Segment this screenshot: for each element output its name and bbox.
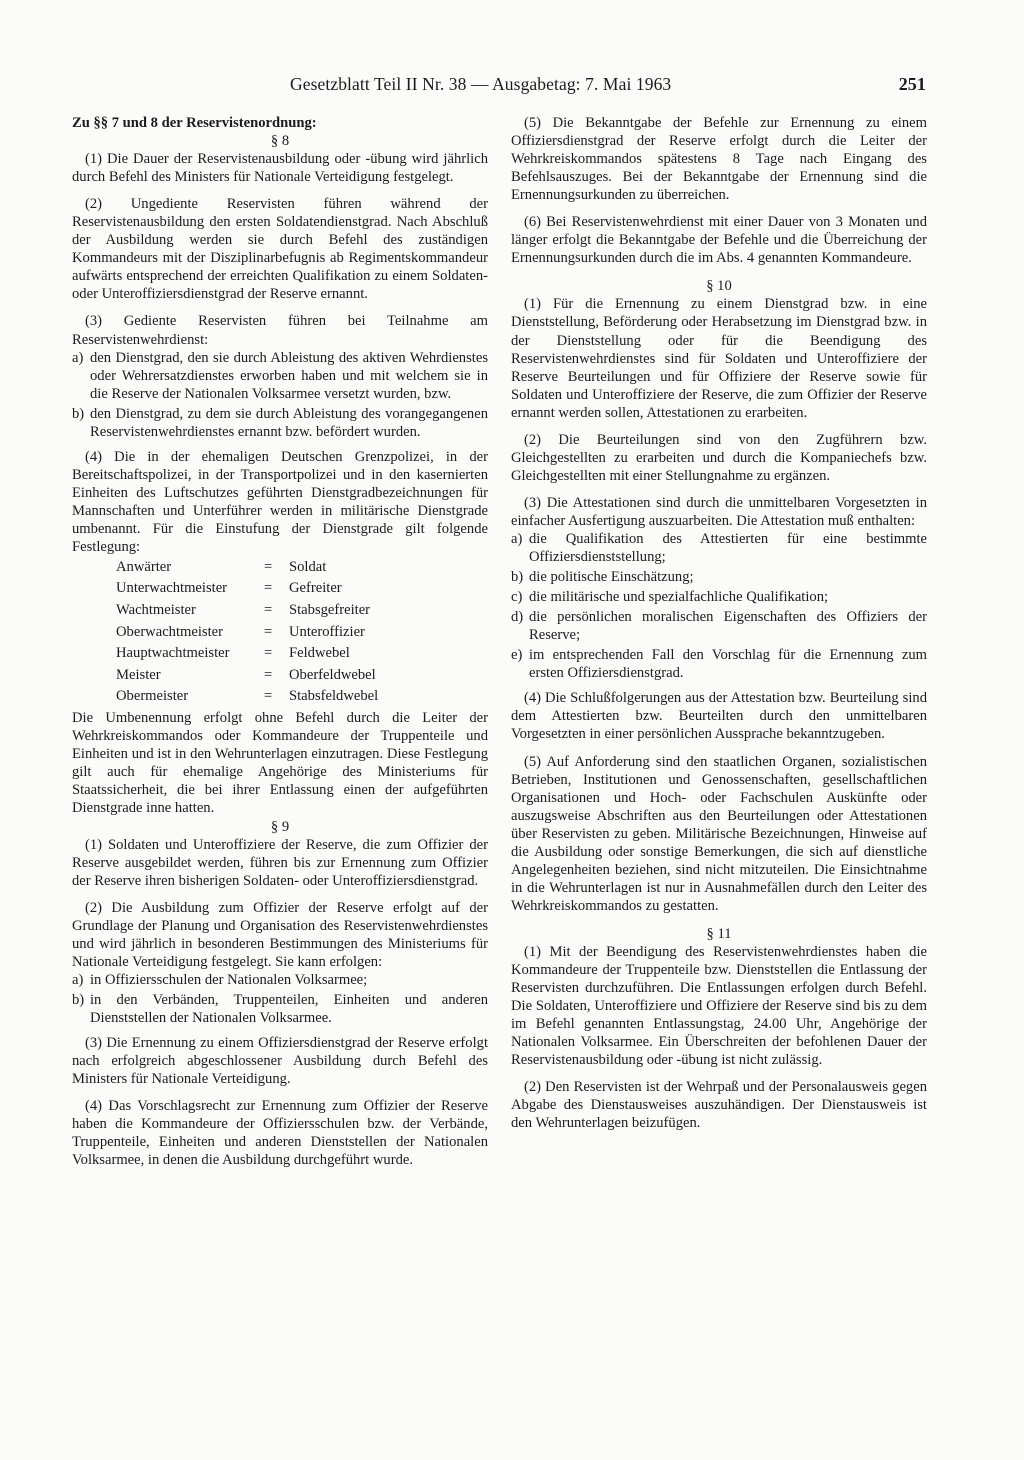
list-marker: b) (72, 991, 85, 1008)
list-item (72, 971, 488, 989)
table-row (116, 578, 378, 600)
new-rank: Oberfeldwebel (289, 666, 376, 683)
old-rank: Oberwachtmeister (116, 623, 223, 640)
table-row (116, 642, 378, 664)
running-title: Gesetzblatt Teil II Nr. 38 — Ausgabetag: 7. Mai 1963 (290, 74, 672, 94)
new-rank: Stabsfeldwebel (289, 688, 379, 705)
section-title-11: § 11 (706, 925, 732, 942)
paragraph: Die Umbenennung erfolgt ohne Befehl durch die Leiter der Wehrkreiskommandos oder Kommandeure der Truppenteile und Einheiten und ist in den Wehrunterlagen einzutragen. Diese Festlegung gilt auch für ehemalige Angehörige des Ministeriums für Staatssicherheit, die bei ihrer Entlassung einen der aufgeführten Dienstgrade inne hatten. (72, 710, 488, 817)
left-column (72, 114, 488, 1178)
new-rank: Gefreiter (289, 580, 342, 597)
list-item-text: die militärische und spezialfachliche Qualifikation; (529, 589, 829, 606)
list-item (511, 646, 927, 682)
old-rank: Obermeister (116, 688, 189, 705)
paragraph: (2) Ungediente Reservisten führen während der Reservistenausbildung den ersten Soldatendienstgrad. Nach Abschluß der Ausbildung werden sie durch Befehl des zuständigen Kommandeurs mit der Disziplinarbefugnis ab Regimentskommandeur aufwärts entsprechend der erreichten Qualifikation zu einem Soldaten- oder Unteroffiziersdienstgrad der Reserve ernannt. (72, 196, 488, 303)
paragraph: (1) Soldaten und Unteroffiziere der Reserve, die zum Offizier der Reserve ausgebildet werden, führen bis zur Ernennung zum Offizier der Reserve ihren bisherigen Soldaten- oder Unteroffiziersdienstgrad. (72, 836, 488, 889)
list-item-text: die persönlichen moralischen Eigenschaften des Offiziers der Reserve; (529, 609, 927, 644)
list-marker: b) (511, 569, 524, 586)
list-item-text: den Dienstgrad, den sie durch Ableistung des aktiven Wehrdienstes oder Wehrersatzdienstes erworben haben und mit welchem sie in die Reserve der Nationalen Volksarmee versetzt wurden, bzw. (90, 349, 488, 402)
paragraph: (3) Die Attestationen sind durch die unmittelbaren Vorgesetzten in einfacher Ausfertigung auszuarbeiten. Die Attestation muß enthalten: (511, 494, 927, 529)
list-item-text: die politische Einschätzung; (529, 569, 694, 586)
equals-sign: = (264, 602, 273, 619)
table-row (116, 621, 378, 643)
new-rank: Unteroffizier (289, 623, 365, 640)
paragraph: (4) Die Schlußfolgerungen aus der Attestation bzw. Beurteilung sind dem Attestierten bzw. Beurteilten durch den unmittelbaren Vorgesetzten in einer persönlichen Aussprache bekanntzugeben. (511, 690, 927, 743)
paragraph: (4) Das Vorschlagsrecht zur Ernennung zum Offizier der Reserve haben die Kommandeure der Offiziersschulen bzw. der Verbände, Truppenteile, Einheiten und anderen Dienststellen der Nationalen Volksarmee, in denen die Ausbildung durchgeführt wurde. (72, 1098, 488, 1169)
list-item-text: den Dienstgrad, zu dem sie durch Ableistung des vorangegangenen Reservistenwehrdienstes ernannt bzw. befördert wurden. (90, 405, 488, 440)
paragraph: (2) Die Beurteilungen sind von den Zugführern bzw. Gleichgestellten zu erarbeiten und durch die Kompaniechefs bzw. Gleichgestellten mit einer Stellungnahme zu ergänzen. (511, 431, 927, 484)
right-column (511, 114, 927, 1141)
list-item (72, 405, 488, 441)
section-title-10: § 10 (706, 278, 732, 295)
paragraph: (5) Die Bekanntgabe der Befehle zur Ernennung zu einem Offiziersdienstgrad der Reserve erfolgt durch die Leiter der Wehrkreiskommandos spätestens 8 Tage nach Eingang des Befehlsauszuges. Bei der Bekanntgabe der Ernennung sind die Ernennungsurkunden zu überreichen. (511, 115, 927, 204)
list-item-text: in den Verbänden, Truppenteilen, Einheiten und anderen Dienststellen der Nationalen Volksarmee. (90, 991, 488, 1026)
section-title-9: § 9 (270, 818, 290, 835)
equals-sign: = (264, 623, 273, 640)
enumerated-list (72, 971, 488, 1027)
paragraph: (3) Gediente Reservisten führen bei Teilnahme am Reservistenwehrdienst: (72, 313, 488, 348)
table-row (116, 664, 378, 686)
paragraph: (2) Den Reservisten ist der Wehrpaß und der Personalausweis gegen Abgabe des Dienstausweises auszuhändigen. Der Dienstausweis ist den Wehrunterlagen beizufügen. (511, 1079, 927, 1132)
paragraph: (3) Die Ernennung zu einem Offiziersdienstgrad der Reserve erfolgt nach erfolgreich abgeschlossener Ausbildung durch Befehl des Ministers für Nationale Verteidigung. (72, 1035, 488, 1088)
paragraph: (5) Auf Anforderung sind den staatlichen Organen, sozialistischen Betrieben, Institutionen und Genossenschaften, gesellschaftlichen Organisationen und Hoch- oder Fachschulen Auskünfte oder auszugsweise Abschriften aus den Beurteilungen oder Attestationen über Reservisten zu geben. Militärische Bezeichnungen, Hinweise auf die Ausbildung oder sonstige Bemerkungen, die sich auf dienstliche Angelegenheiten beziehen, sind nicht mitzuteilen. Die Einsichtnahme in die Wehrunterlagen ist nur in Ausnahmefällen durch den Leiter des Wehrkreiskommandos zu gestatten. (511, 753, 927, 914)
table-row (116, 556, 378, 578)
equals-sign: = (264, 580, 273, 597)
list-item (511, 568, 927, 586)
list-marker: d) (511, 609, 524, 626)
old-rank: Unterwachtmeister (116, 580, 228, 597)
list-item (511, 608, 927, 644)
new-rank: Soldat (289, 558, 327, 575)
old-rank: Hauptwachtmeister (116, 645, 230, 662)
equals-sign: = (264, 688, 273, 705)
table-row (116, 599, 378, 621)
new-rank: Feldwebel (289, 645, 350, 662)
page-number: 251 (898, 74, 926, 94)
equals-sign: = (264, 645, 273, 662)
list-item (72, 991, 488, 1027)
table-row (116, 686, 378, 708)
paragraph: (1) Für die Ernennung zu einem Dienstgrad bzw. in eine Dienststellung, Beförderung oder Herabsetzung im Dienstgrad bzw. in der Dienststellung oder für die Beendigung des Reservistenwehrdienstes sind für Soldaten und Unteroffiziere der Reserve Beurteilungen und für Offiziere der Reserve sowie für Soldaten und Unteroffiziere der Reserve, die zum Offizier der Reserve ernannt werden sollen, Attestationen zu erarbeiten. (511, 296, 927, 421)
list-item (511, 588, 927, 606)
equals-sign: = (264, 558, 273, 575)
list-item-text: die Qualifikation des Attestierten für eine bestimmte Offiziersdienststellung; (529, 530, 927, 566)
paragraph: (6) Bei Reservistenwehrdienst mit einer Dauer von 3 Monaten und länger erfolgt die Bekanntgabe der Befehle und die Überreichung der Ernennungsurkunden durch die im Abs. 4 genannten Kommandeure. (511, 214, 927, 267)
list-item-text: im entsprechenden Fall den Vorschlag für die Ernennung zum ersten Offiziersdienstgrad. (529, 647, 927, 682)
old-rank: Meister (116, 666, 161, 683)
old-rank: Anwärter (116, 558, 172, 575)
list-marker: c) (511, 589, 523, 606)
list-marker: a) (72, 349, 84, 366)
list-marker: b) (72, 405, 85, 422)
list-item (511, 530, 927, 566)
page-header (290, 74, 926, 100)
paragraph: (4) Die in der ehemaligen Deutschen Grenzpolizei, in der Bereitschaftspolizei, in der Transportpolizei und in den kasernierten Einheiten des Luftschutzes geführten Dienstgradbezeichnungen für Mannschaften und Unterführer werden in militärische Dienstgrade umbenannt. Für die Einstufung der Dienstgrade gilt folgende Festlegung: (72, 448, 488, 556)
enumerated-list (72, 349, 488, 441)
section-title-8: § 8 (270, 133, 290, 150)
enumerated-list (511, 530, 927, 682)
paragraph: (1) Mit der Beendigung des Reservistenwehrdienstes haben die Kommandeure der Truppenteile bzw. Dienststellen die Entlassung der Reservisten durchzuführen. Die Entlassungen erfolgen durch Befehl. Die Soldaten, Unteroffiziere und Offiziere der Reserve sind bis zu dem im Befehl genannten Entlassungstag, 24.00 Uhr, Angehörige der Nationalen Volksarmee. Ein Überschreiten der befohlenen Dauer der Reservistenausbildung oder -übung ist nicht zulässig. (511, 943, 927, 1069)
list-marker: e) (511, 647, 523, 664)
equals-sign: = (264, 666, 273, 683)
list-marker: a) (72, 971, 84, 988)
list-item (72, 349, 488, 403)
rank-conversion-table (116, 556, 378, 707)
paragraph: (1) Die Dauer der Reservistenausbildung oder -übung wird jährlich durch Befehl des Ministers für Nationale Verteidigung festgelegt. (72, 151, 488, 186)
paragraph: (2) Die Ausbildung zum Offizier der Reserve erfolgt auf der Grundlage der Planung und Organisation des Reservistenwehrdienstes und wird jährlich in besonderen Bestimmungen des Ministeriums für Nationale Verteidigung festgelegt. Sie kann erfolgen: (72, 899, 488, 970)
old-rank: Wachtmeister (116, 602, 196, 619)
list-item-text: in Offiziersschulen der Nationalen Volksarmee; (90, 971, 368, 988)
section-heading: Zu §§ 7 und 8 der Reservistenordnung: (72, 115, 317, 131)
list-marker: a) (511, 530, 523, 547)
new-rank: Stabsgefreiter (289, 602, 371, 619)
